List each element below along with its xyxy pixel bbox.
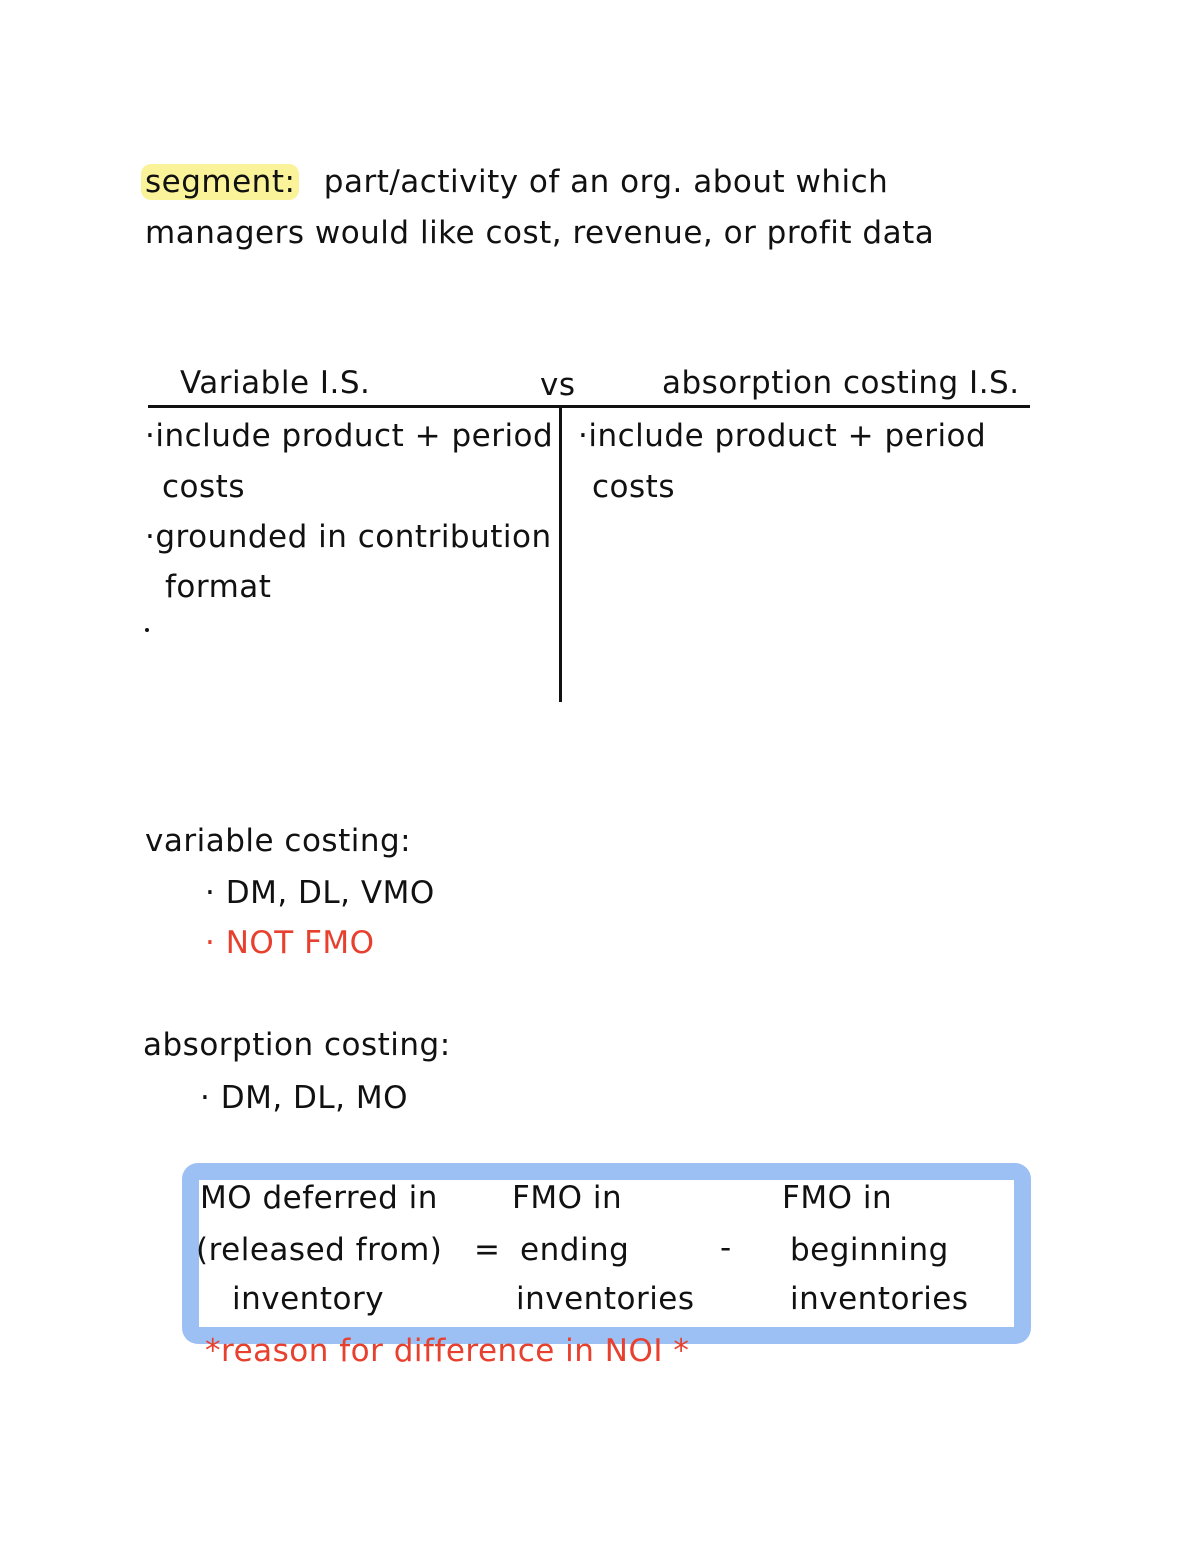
left-item-2-line-2: format <box>165 569 272 605</box>
left-item-1-line-1: ·include product + period <box>145 418 554 454</box>
left-bullet-empty <box>145 628 149 632</box>
left-item-1-text: include product + period <box>155 418 554 454</box>
formula-lhs-line-1: MO deferred in <box>200 1180 438 1216</box>
formula-term1-line-3: inventories <box>516 1281 695 1317</box>
formula-lhs-line-3: inventory <box>232 1281 385 1317</box>
variable-costing-item-1: · DM, DL, VMO <box>205 875 435 911</box>
left-item-2-line-1: ·grounded in contribution <box>145 519 552 555</box>
formula-lhs-line-2: (released from) <box>196 1232 443 1268</box>
variable-costing-title: variable costing: <box>145 823 412 859</box>
t-chart-horizontal-rule <box>148 405 1030 408</box>
variable-costing-item-1-text: DM, DL, VMO <box>225 875 435 911</box>
right-item-1-line-1: ·include product + period <box>578 418 987 454</box>
formula-term2-line-3: inventories <box>790 1281 969 1317</box>
segment-term: segment: <box>141 164 299 200</box>
formula-equals: = <box>474 1232 501 1268</box>
left-item-2-text: grounded in contribution <box>155 519 552 555</box>
right-item-1-line-2: costs <box>592 469 675 505</box>
variable-costing-item-2-text: NOT FMO <box>225 925 375 961</box>
formula-term1-line-1: FMO in <box>512 1180 623 1216</box>
t-chart-vertical-rule <box>559 405 562 702</box>
formula-term2-line-2: beginning <box>790 1232 949 1268</box>
definition-line-2: managers would like cost, revenue, or profit data <box>145 215 935 251</box>
absorption-costing-title: absorption costing: <box>143 1027 451 1063</box>
right-header: absorption costing I.S. <box>662 365 1020 401</box>
absorption-costing-item-1: · DM, DL, MO <box>200 1080 409 1116</box>
definition-text-1: part/activity of an org. about which <box>323 164 889 200</box>
right-item-1-text: include product + period <box>588 418 987 454</box>
formula-term2-line-1: FMO in <box>782 1180 893 1216</box>
definition-line-1 <box>145 164 889 200</box>
variable-costing-item-2: · NOT FMO <box>205 925 375 961</box>
noi-note: *reason for difference in NOI * <box>205 1333 690 1369</box>
absorption-costing-item-1-text: DM, DL, MO <box>220 1080 409 1116</box>
left-item-1-line-2: costs <box>162 469 245 505</box>
vs-label: vs <box>540 367 576 403</box>
left-header: Variable I.S. <box>180 365 371 401</box>
formula-term1-line-2: ending <box>520 1232 630 1268</box>
formula-minus: - <box>720 1230 732 1266</box>
